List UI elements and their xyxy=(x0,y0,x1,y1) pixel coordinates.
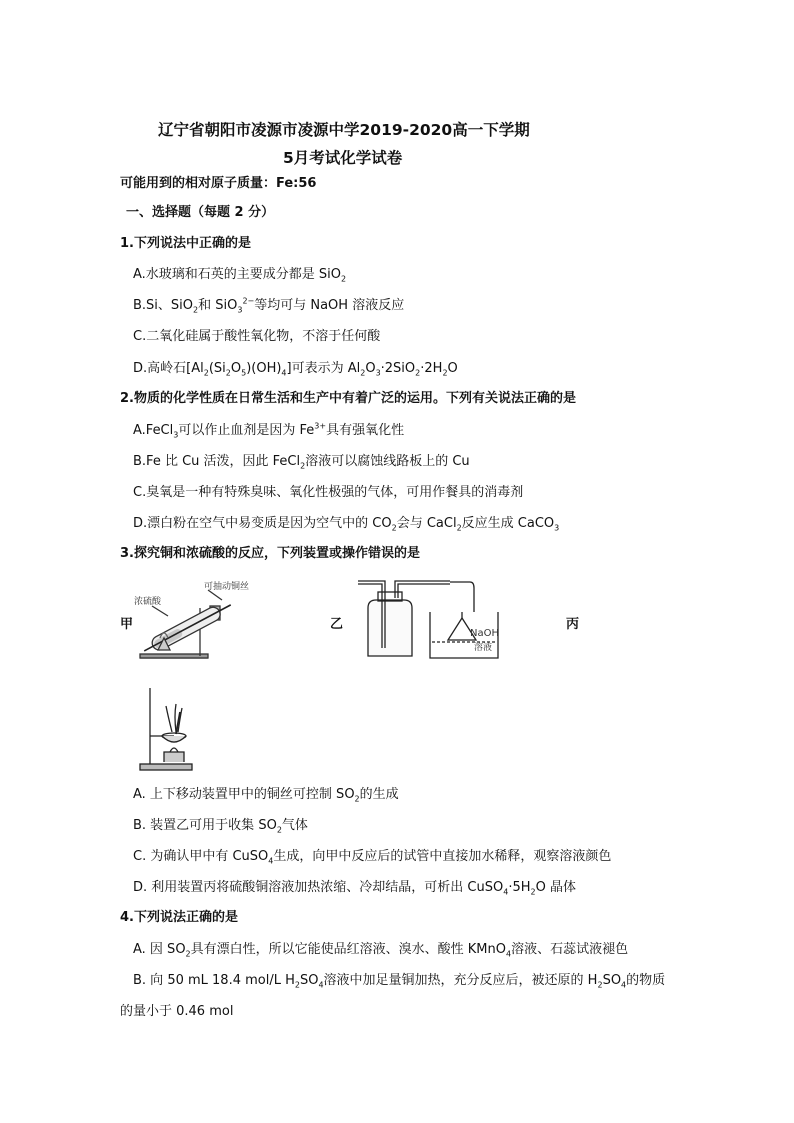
q3-stem: 3.探究铜和浓硫酸的反应，下列装置或操作错误的是 xyxy=(120,546,420,561)
q2-option-c: C.臭氧是一种有特殊臭味、氧化性极强的气体，可用作餐具的消毒剂 xyxy=(133,485,524,500)
label-yi: 乙 xyxy=(330,617,344,632)
q1-option-a: A.水玻璃和石英的主要成分都是 SiO$_2$ xyxy=(133,267,347,284)
apparatus-yi-figure xyxy=(350,578,530,663)
q1-option-d: D.高岭石$[Al_2(Si_2O_5)(OH)_4]$可表示为 $Al_2O_3\cdot 2SiO_2\cdot 2H_2O$ xyxy=(133,361,458,378)
q1-option-b: B.Si、SiO$_2$和 SiO$_3^{2-}$等均可与 NaOH 溶液反应 xyxy=(133,296,405,315)
label-conc-acid: 浓硫酸 xyxy=(134,597,162,607)
atomic-mass-note: 可能用到的相对原子质量：Fe:56 xyxy=(120,176,317,191)
label-solution: 溶液 xyxy=(474,643,493,653)
q2-option-d: D.漂白粉在空气中易变质是因为空气中的 $CO_2$会与 CaCl$_2$反应生成 CaCO$_3$ xyxy=(133,516,560,533)
q1-option-c: C.二氧化硅属于酸性氧化物，不溶于任何酸 xyxy=(133,329,381,344)
q4-option-b: B. 向 50 mL 18.4 mol/L $H_2SO_4$溶液中加足量铜加热，充分反应后，被还原的 $H_2SO_4$的物质 xyxy=(133,973,666,990)
q3-option-b: B. 装置乙可用于收集 $SO_2$气体 xyxy=(133,818,308,835)
q3-option-c: C. 为确认甲中有 CuSO$_4$生成，向甲中反应后的试管中直接加水稀释，观察溶液颜色 xyxy=(133,849,612,866)
section-heading: 一、选择题（每题 2 分） xyxy=(126,205,275,220)
q4-stem: 4.下列说法正确的是 xyxy=(120,910,238,925)
burner xyxy=(164,752,184,762)
apparatus-jia-figure xyxy=(130,578,270,663)
apparatus-bing-figure xyxy=(136,686,196,772)
title-line-1: 辽宁省朝阳市凌源市凌源中学2019-2020高一下学期 xyxy=(158,121,530,139)
q4-option-a: A. 因 $SO_2$具有漂白性，所以它能使品红溶液、溴水、酸性 KMnO$_4$溶液、石蕊试液褪色 xyxy=(133,942,629,959)
q3-option-d: D. 利用装置丙将硫酸铜溶液加热浓缩、冷却结晶，可析出 $CuSO_4\cdot 5H_2O$ 晶体 xyxy=(133,880,576,897)
q3-option-a: A. 上下移动装置甲中的铜丝可控制 $SO_2$的生成 xyxy=(133,787,399,804)
label-copper-wire: 可抽动铜丝 xyxy=(204,582,250,592)
q2-option-b: B.Fe 比 Cu 活泼，因此 FeCl$_2$溶液可以腐蚀线路板上的 Cu xyxy=(133,454,470,471)
q2-stem: 2.物质的化学性质在日常生活和生产中有着广泛的运用。下列有关说法正确的是 xyxy=(120,391,576,406)
evaporating-dish xyxy=(162,736,186,742)
title-line-2: 5月考试化学试卷 xyxy=(283,149,403,167)
copper-wire xyxy=(144,605,231,651)
label-jia: 甲 xyxy=(120,617,134,632)
label-bing: 丙 xyxy=(566,617,580,632)
label-naoh: NaOH xyxy=(470,628,499,639)
gas-bottle xyxy=(368,600,412,656)
q1-stem: 1.下列说法中正确的是 xyxy=(120,236,251,251)
q4-option-b-continued: 的量小于 0.46 mol xyxy=(120,1004,234,1019)
q2-option-a: A.FeCl$_3$可以作止血剂是因为 $Fe^{3+}$具有强氧化性 xyxy=(133,421,405,440)
